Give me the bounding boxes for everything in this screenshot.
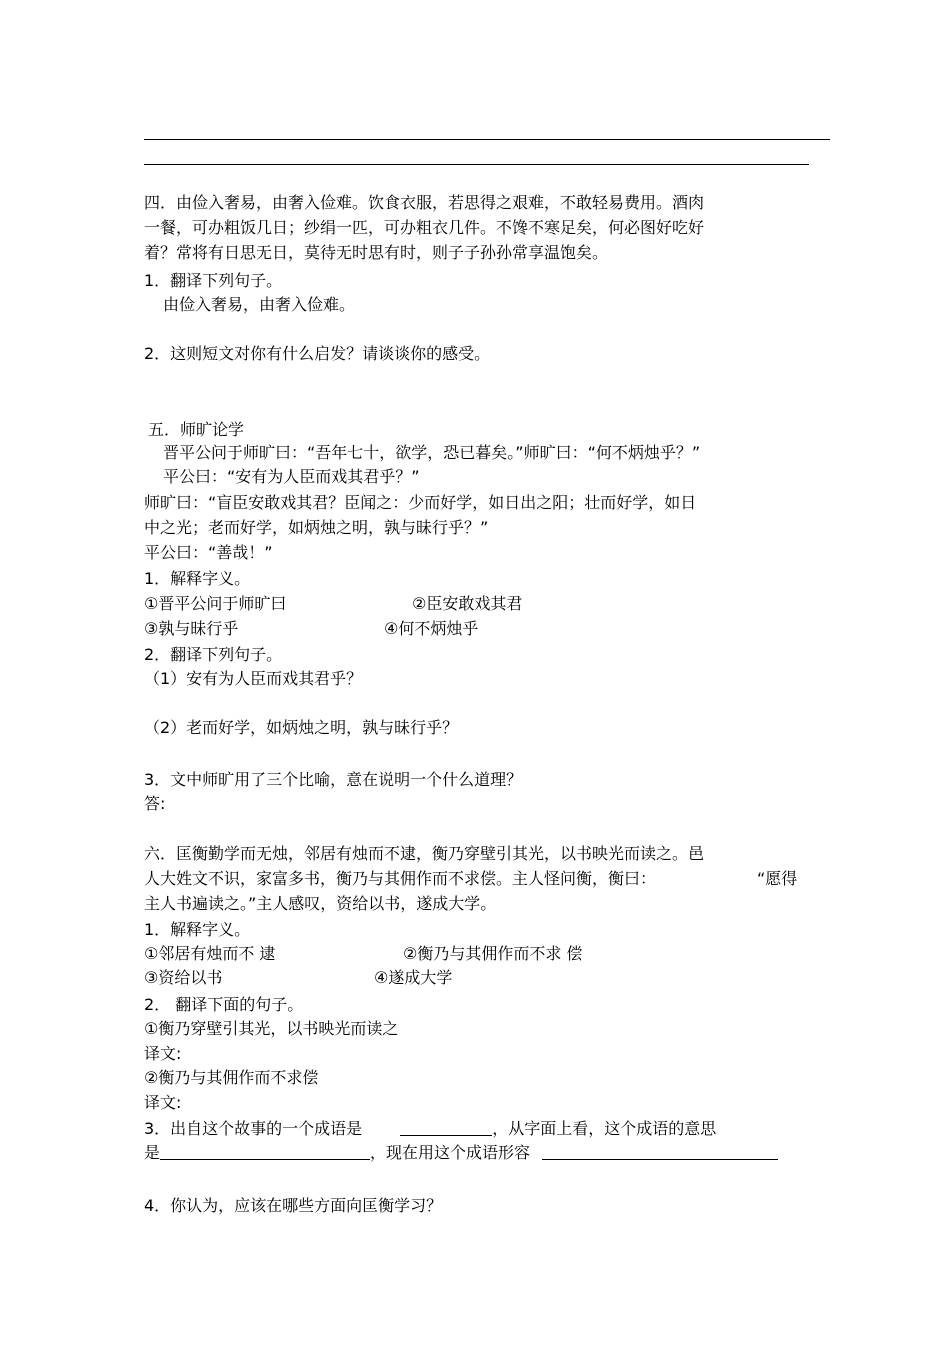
section5-title: 五．师旷论学 — [148, 420, 245, 439]
section6-q1-item2: ②衡乃与其佣作而不求 偿 — [403, 944, 583, 963]
section6-question3-line1 — [144, 1119, 716, 1139]
section5-q2-item1: （1）安有为人臣而戏其君乎？ — [144, 669, 363, 688]
section6-passage-line2-end: “愿得 — [757, 869, 798, 888]
idiom-blank[interactable] — [400, 1119, 492, 1136]
section5-q1-item3: ③孰与昧行乎 — [144, 619, 239, 638]
q3-text-a: 3．出自这个故事的一个成语是 — [144, 1119, 363, 1138]
section5-q1-item4: ④何不炳烛乎 — [384, 619, 479, 638]
section5-question1: 1．解释字义。 — [144, 569, 251, 588]
section6-question3-line2 — [144, 1143, 778, 1163]
section6-question2: 2． 翻译下面的句子。 — [144, 995, 304, 1014]
section4-question2: 2．这则短文对你有什么启发？请谈谈你的感受。 — [144, 344, 491, 363]
section5-q2-item2: （2）老而好学，如炳烛之明，孰与昧行乎？ — [144, 718, 459, 737]
section5-passage-line2: 平公曰：“安有为人臣而戏其君乎？” — [163, 467, 420, 486]
q3-text-c: 是 — [144, 1143, 161, 1162]
section6-q1-item4: ④遂成大学 — [374, 968, 453, 987]
q3-text-d: ，现在用这个成语形容 — [370, 1143, 531, 1162]
section5-passage-line1: 晋平公问于师旷曰：“吾年七十，欲学，恐已暮矣。”师旷曰：“何不炳烛乎？” — [163, 443, 701, 462]
section5-passage-line5: 平公曰：“善哉！” — [144, 543, 273, 562]
section6-passage-line1: 六．匡衡勤学而无烛，邻居有烛而不逮，衡乃穿壁引其光，以书映光而读之。邑 — [144, 844, 705, 863]
section5-answer-label: 答: — [144, 794, 166, 813]
section5-q1-item2: ②臣安敢戏其君 — [412, 594, 523, 613]
section5-q1-item1: ①晋平公问于师旷曰 — [144, 594, 287, 613]
section6-passage-line3: 主人书遍读之。”主人感叹，资给以书，遂成大学。 — [144, 894, 497, 913]
section4-passage-line1: 四．由俭入奢易，由奢入俭难。饮食衣服，若思得之艰难，不敢轻易费用。酒肉 — [144, 193, 705, 212]
section5-question2: 2．翻译下列句子。 — [144, 645, 283, 664]
section6-translation-label-1: 译文: — [144, 1044, 182, 1063]
section5-question3: 3．文中师旷用了三个比喻，意在说明一个什么道理？ — [144, 770, 523, 789]
section6-question1: 1．解释字义。 — [144, 920, 251, 939]
section6-q2-item2: ②衡乃与其佣作而不求偿 — [144, 1068, 319, 1087]
answer-line-2 — [144, 164, 809, 165]
section6-q1-item3: ③资给以书 — [144, 968, 223, 987]
answer-line-1 — [144, 139, 830, 140]
usage-blank[interactable] — [542, 1143, 778, 1160]
section5-passage-line4: 中之光；老而好学，如炳烛之明，孰与昧行乎？” — [144, 518, 489, 537]
q3-text-b: ，从字面上看，这个成语的意思 — [492, 1119, 717, 1138]
section5-passage-line3: 师旷曰：“盲臣安敢戏其君？臣闻之：少而好学，如日出之阳；壮而好学，如日 — [144, 493, 697, 512]
section6-q1-item1: ①邻居有烛而不 逮 — [144, 944, 276, 963]
section6-question4: 4．你认为，应该在哪些方面向匡衡学习？ — [144, 1196, 443, 1215]
section6-passage-line2: 人大姓文不识，家富多书，衡乃与其佣作而不求偿。主人怪问衡，衡曰： — [144, 869, 657, 888]
section6-q2-item1: ①衡乃穿壁引其光，以书映光而读之 — [144, 1019, 399, 1038]
section4-passage-line3: 着？常将有日思无日，莫待无时思有时，则子子孙孙常享温饱矣。 — [144, 243, 609, 262]
section4-passage-line2: 一餐，可办粗饭几日；纱绢一匹，可办粗衣几件。不馋不寒足矣，何必图好吃好 — [144, 218, 705, 237]
section4-question1-sentence: 由俭入奢易，由奢入俭难。 — [163, 295, 356, 314]
section6-translation-label-2: 译文: — [144, 1093, 182, 1112]
section4-question1: 1．翻译下列句子。 — [144, 271, 283, 290]
meaning-blank[interactable] — [160, 1143, 370, 1160]
